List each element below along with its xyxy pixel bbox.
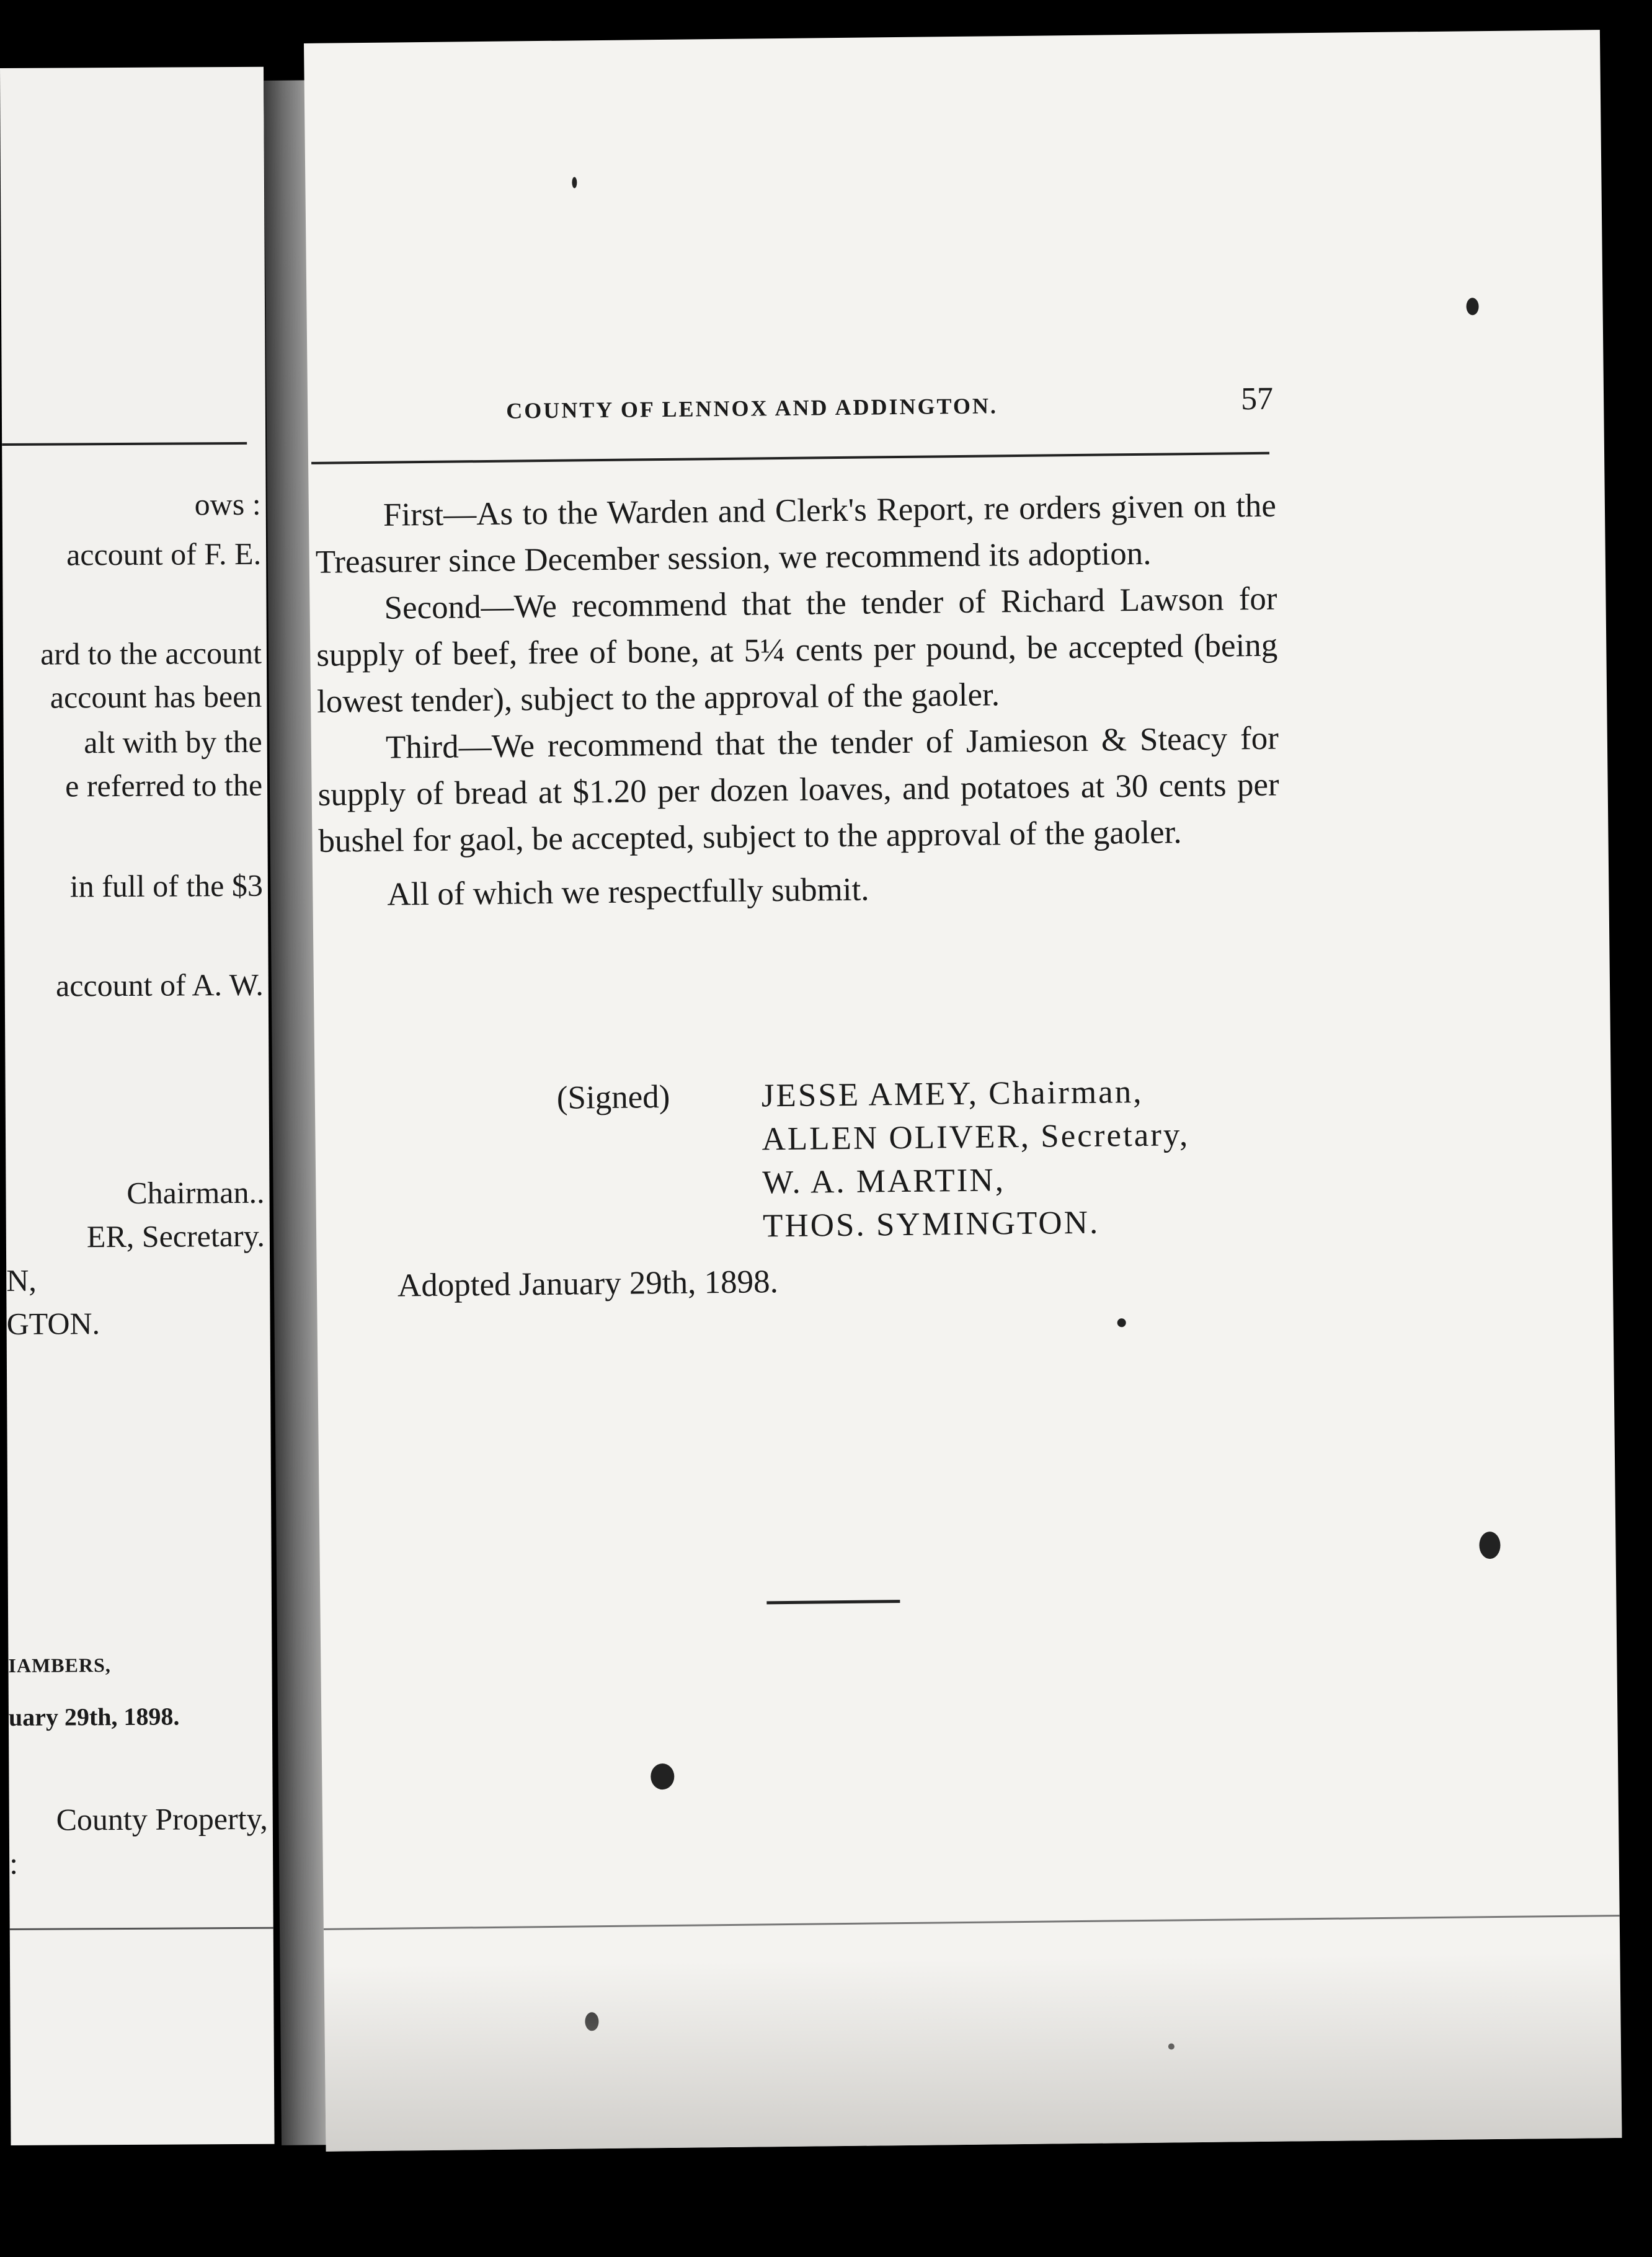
left-facing-page [0, 67, 275, 2145]
ink-speck [572, 177, 577, 188]
signatory: ALLEN OLIVER, Secretary, [762, 1117, 1190, 1158]
signatory-list [761, 1070, 1191, 1248]
left-fragment: : [9, 1845, 19, 1881]
submit-line: All of which we respectfully submit. [387, 871, 869, 913]
signed-label: (Signed) [556, 1078, 670, 1116]
running-header: COUNTY OF LENNOX AND ADDINGTON. [506, 393, 998, 423]
end-rule [766, 1600, 900, 1604]
paragraph-second: Second—We recommend that the tender of Richard Lawson for supply of beef, free of bone, at 5¼ cents per pound, be accepted (being lowest tender), subject to the approval of the gaoler. [316, 580, 1278, 720]
left-fragment: ows : [194, 486, 261, 522]
report-body [315, 483, 1281, 919]
main-page [304, 30, 1622, 2152]
left-fragment: County Property, [56, 1801, 268, 1837]
left-header-rule [2, 442, 247, 446]
paragraph-first: First—As to the Warden and Clerk's Report, re orders given on the Treasurer since December session, we recommend its adoption. [315, 487, 1277, 580]
header-rule [311, 452, 1269, 464]
left-fragment: e referred to the [65, 767, 263, 804]
left-fragment: account has been [50, 678, 262, 715]
left-fragment: uary 29th, 1898. [8, 1702, 180, 1731]
page-bottom-rule [324, 1915, 1620, 1930]
left-fragment: IAMBERS, [8, 1654, 111, 1677]
left-fragment: account of F. E. [66, 536, 262, 572]
left-fragment: ER, Secretary. [86, 1218, 265, 1254]
left-fragment: alt with by the [84, 724, 262, 760]
page-number: 57 [1240, 381, 1274, 417]
paragraph-third: Third—We recommend that the tender of Jamieson & Steacy for supply of bread at $1.20 per dozen loaves, and potatoes at 30 cents per bushel for gaol, be accepted, subject to the approval of the gaoler. [318, 720, 1279, 859]
left-fragment: ard to the account [40, 635, 262, 672]
ink-blot [651, 1763, 674, 1789]
ink-speck [1117, 1318, 1126, 1327]
left-fragment: Chairman.. [127, 1174, 265, 1210]
ink-speck [1466, 298, 1478, 315]
left-fragment: in full of the $3 [69, 867, 264, 904]
signatory: JESSE AMEY, Chairman, [761, 1073, 1144, 1114]
left-fragment: account of A. W. [55, 967, 264, 1003]
left-bottom-rule [10, 1927, 273, 1930]
signatory: W. A. MARTIN, [762, 1162, 1006, 1201]
page-bottom-shading [324, 1952, 1622, 2152]
left-fragment: GTON. [6, 1306, 100, 1341]
left-fragment: N, [6, 1262, 37, 1298]
adopted-date-line: Adopted January 29th, 1898. [397, 1264, 779, 1304]
ink-blot [1479, 1532, 1500, 1559]
signatory: THOS. SYMINGTON. [762, 1204, 1100, 1244]
